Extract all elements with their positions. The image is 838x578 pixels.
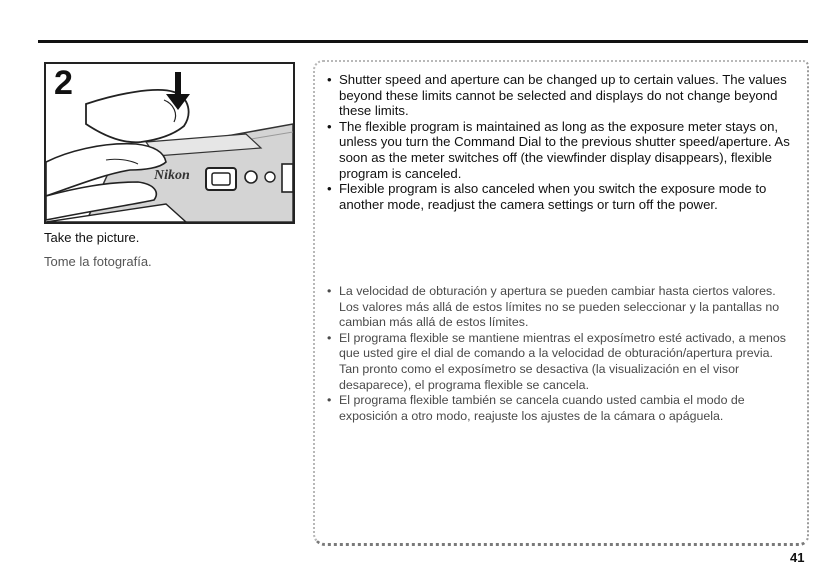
caption-spanish: Tome la fotografía.	[44, 254, 152, 269]
top-rule	[38, 40, 808, 43]
notes-english-list	[327, 72, 793, 212]
note-text: The flexible program is maintained as long as the exposure meter stays on, unless you turn the Command Dial to the previous shutter speed/aperture. As soon as the meter switches off (the viewfinder display disappears), flexible program is canceled.	[339, 118, 790, 181]
bullet-icon: •	[327, 118, 332, 134]
bullet-icon: •	[327, 393, 332, 408]
list-item	[327, 119, 793, 181]
caption-english: Take the picture.	[44, 230, 140, 245]
list-item	[327, 181, 793, 212]
brand-mark: Nikon	[154, 168, 190, 183]
page-number: 41	[790, 550, 805, 565]
note-text: Flexible program is also canceled when you switch the exposure mode to another mode, readjust the camera settings or turn off the power.	[339, 181, 767, 212]
step-number: 2	[54, 64, 73, 102]
list-item	[327, 393, 793, 424]
notes-box	[313, 60, 809, 546]
camera-hand-drawing	[46, 64, 293, 222]
note-text: El programa flexible se mantiene mientras el exposímetro esté activado, a menos que usted gire el dial de comando a la velocidad de obturación/apertura previa. Tan pronto como el exposímetro se desactiva (la visualización en el visor desaparece), el programa flexible se cancela.	[339, 330, 786, 392]
note-text: La velocidad de obturación y apertura se pueden cambiar hasta ciertos valores. Los valores más allá de estos límites no se pueden seleccionar y la pantallas no cambian más allá de estos límites.	[339, 284, 780, 330]
bullet-icon: •	[327, 330, 332, 345]
bullet-icon: •	[327, 181, 332, 197]
bullet-icon: •	[327, 284, 332, 298]
list-item	[327, 331, 793, 393]
shutter-press-illustration	[44, 62, 295, 224]
list-item	[327, 72, 793, 119]
list-item	[327, 284, 793, 331]
note-text: El programa flexible también se cancela cuando usted cambia el modo de exposición a otro modo, reajuste los ajustes de la cámara o apáguela.	[339, 393, 745, 423]
notes-spanish-list	[327, 284, 793, 424]
note-text: Shutter speed and aperture can be changed up to certain values. The values beyond these limits cannot be selected and displays do not change beyond these limits.	[339, 72, 787, 119]
bullet-icon: •	[327, 72, 332, 87]
